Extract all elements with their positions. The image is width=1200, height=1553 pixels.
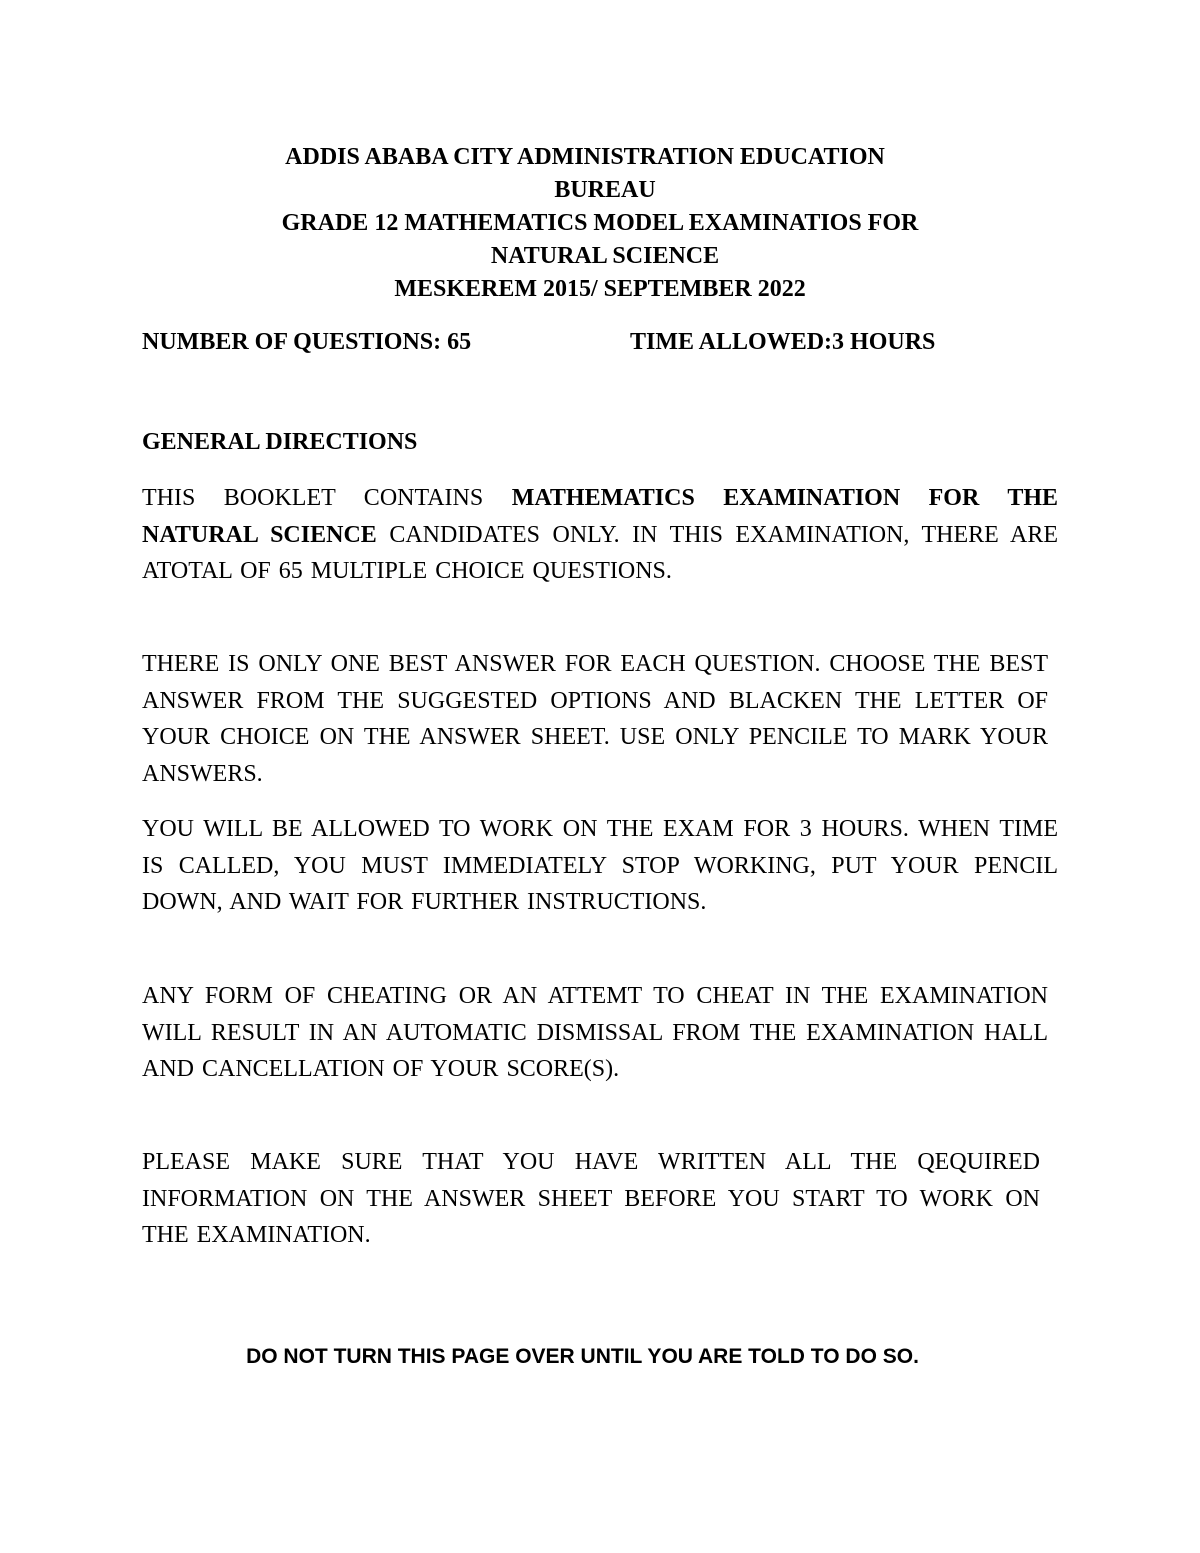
header-line-1: ADDIS ABABA CITY ADMINISTRATION EDUCATION xyxy=(285,144,885,170)
directions-paragraph-2: THERE IS ONLY ONE BEST ANSWER FOR EACH QUESTION. CHOOSE THE BEST ANSWER FROM THE SUGGESTED OPTIONS AND BLACKEN THE LETTER OF YOUR CHOICE ON THE ANSWER SHEET. USE ONLY PENCILE TO MARK YOUR ANSWERS. xyxy=(142,651,1048,787)
directions-paragraph-1 xyxy=(142,480,1058,590)
footer-warning-text: DO NOT TURN THIS PAGE OVER UNTIL YOU ARE TOLD TO DO SO. xyxy=(246,1345,919,1368)
general-directions-title: GENERAL DIRECTIONS xyxy=(142,429,418,455)
footer-warning xyxy=(0,1342,1200,1372)
directions-p1-bold: MATHEMATICS EXAMINATION FOR THE NATURAL SCIENCE xyxy=(142,485,1058,548)
time-allowed: TIME ALLOWED:3 HOURS xyxy=(630,329,936,355)
directions-p1-start: THIS BOOKLET CONTAINS xyxy=(142,485,512,511)
directions-paragraph-5: PLEASE MAKE SURE THAT YOU HAVE WRITTEN ALL THE QEQUIRED INFORMATION ON THE ANSWER SHEET BEFORE YOU START TO WORK ON THE EXAMINATION. xyxy=(142,1149,1040,1248)
header-line-3: GRADE 12 MATHEMATICS MODEL EXAMINATIOS FOR xyxy=(281,210,919,236)
header-line-5: MESKEREM 2015/ SEPTEMBER 2022 xyxy=(394,276,806,302)
directions-paragraph-4: ANY FORM OF CHEATING OR AN ATTEMT TO CHEAT IN THE EXAMINATION WILL RESULT IN AN AUTOMATIC DISMISSAL FROM THE EXAMINATION HALL AND CANCELLATION OF YOUR SCORE(S). xyxy=(142,983,1048,1082)
exam-header xyxy=(0,141,1200,306)
directions-p1-end: CANDIDATES ONLY. IN THIS EXAMINATION, THERE ARE ATOTAL OF 65 MULTIPLE CHOICE QUESTIONS. xyxy=(142,521,1058,584)
directions-paragraph-3: YOU WILL BE ALLOWED TO WORK ON THE EXAM FOR 3 HOURS. WHEN TIME IS CALLED, YOU MUST IMMEDIATELY STOP WORKING, PUT YOUR PENCIL DOWN, AND WAIT FOR FURTHER INSTRUCTIONS. xyxy=(142,816,1058,915)
number-of-questions: NUMBER OF QUESTIONS: 65 xyxy=(142,329,472,355)
header-line-2: BUREAU xyxy=(554,177,656,203)
header-line-4: NATURAL SCIENCE xyxy=(490,243,720,269)
